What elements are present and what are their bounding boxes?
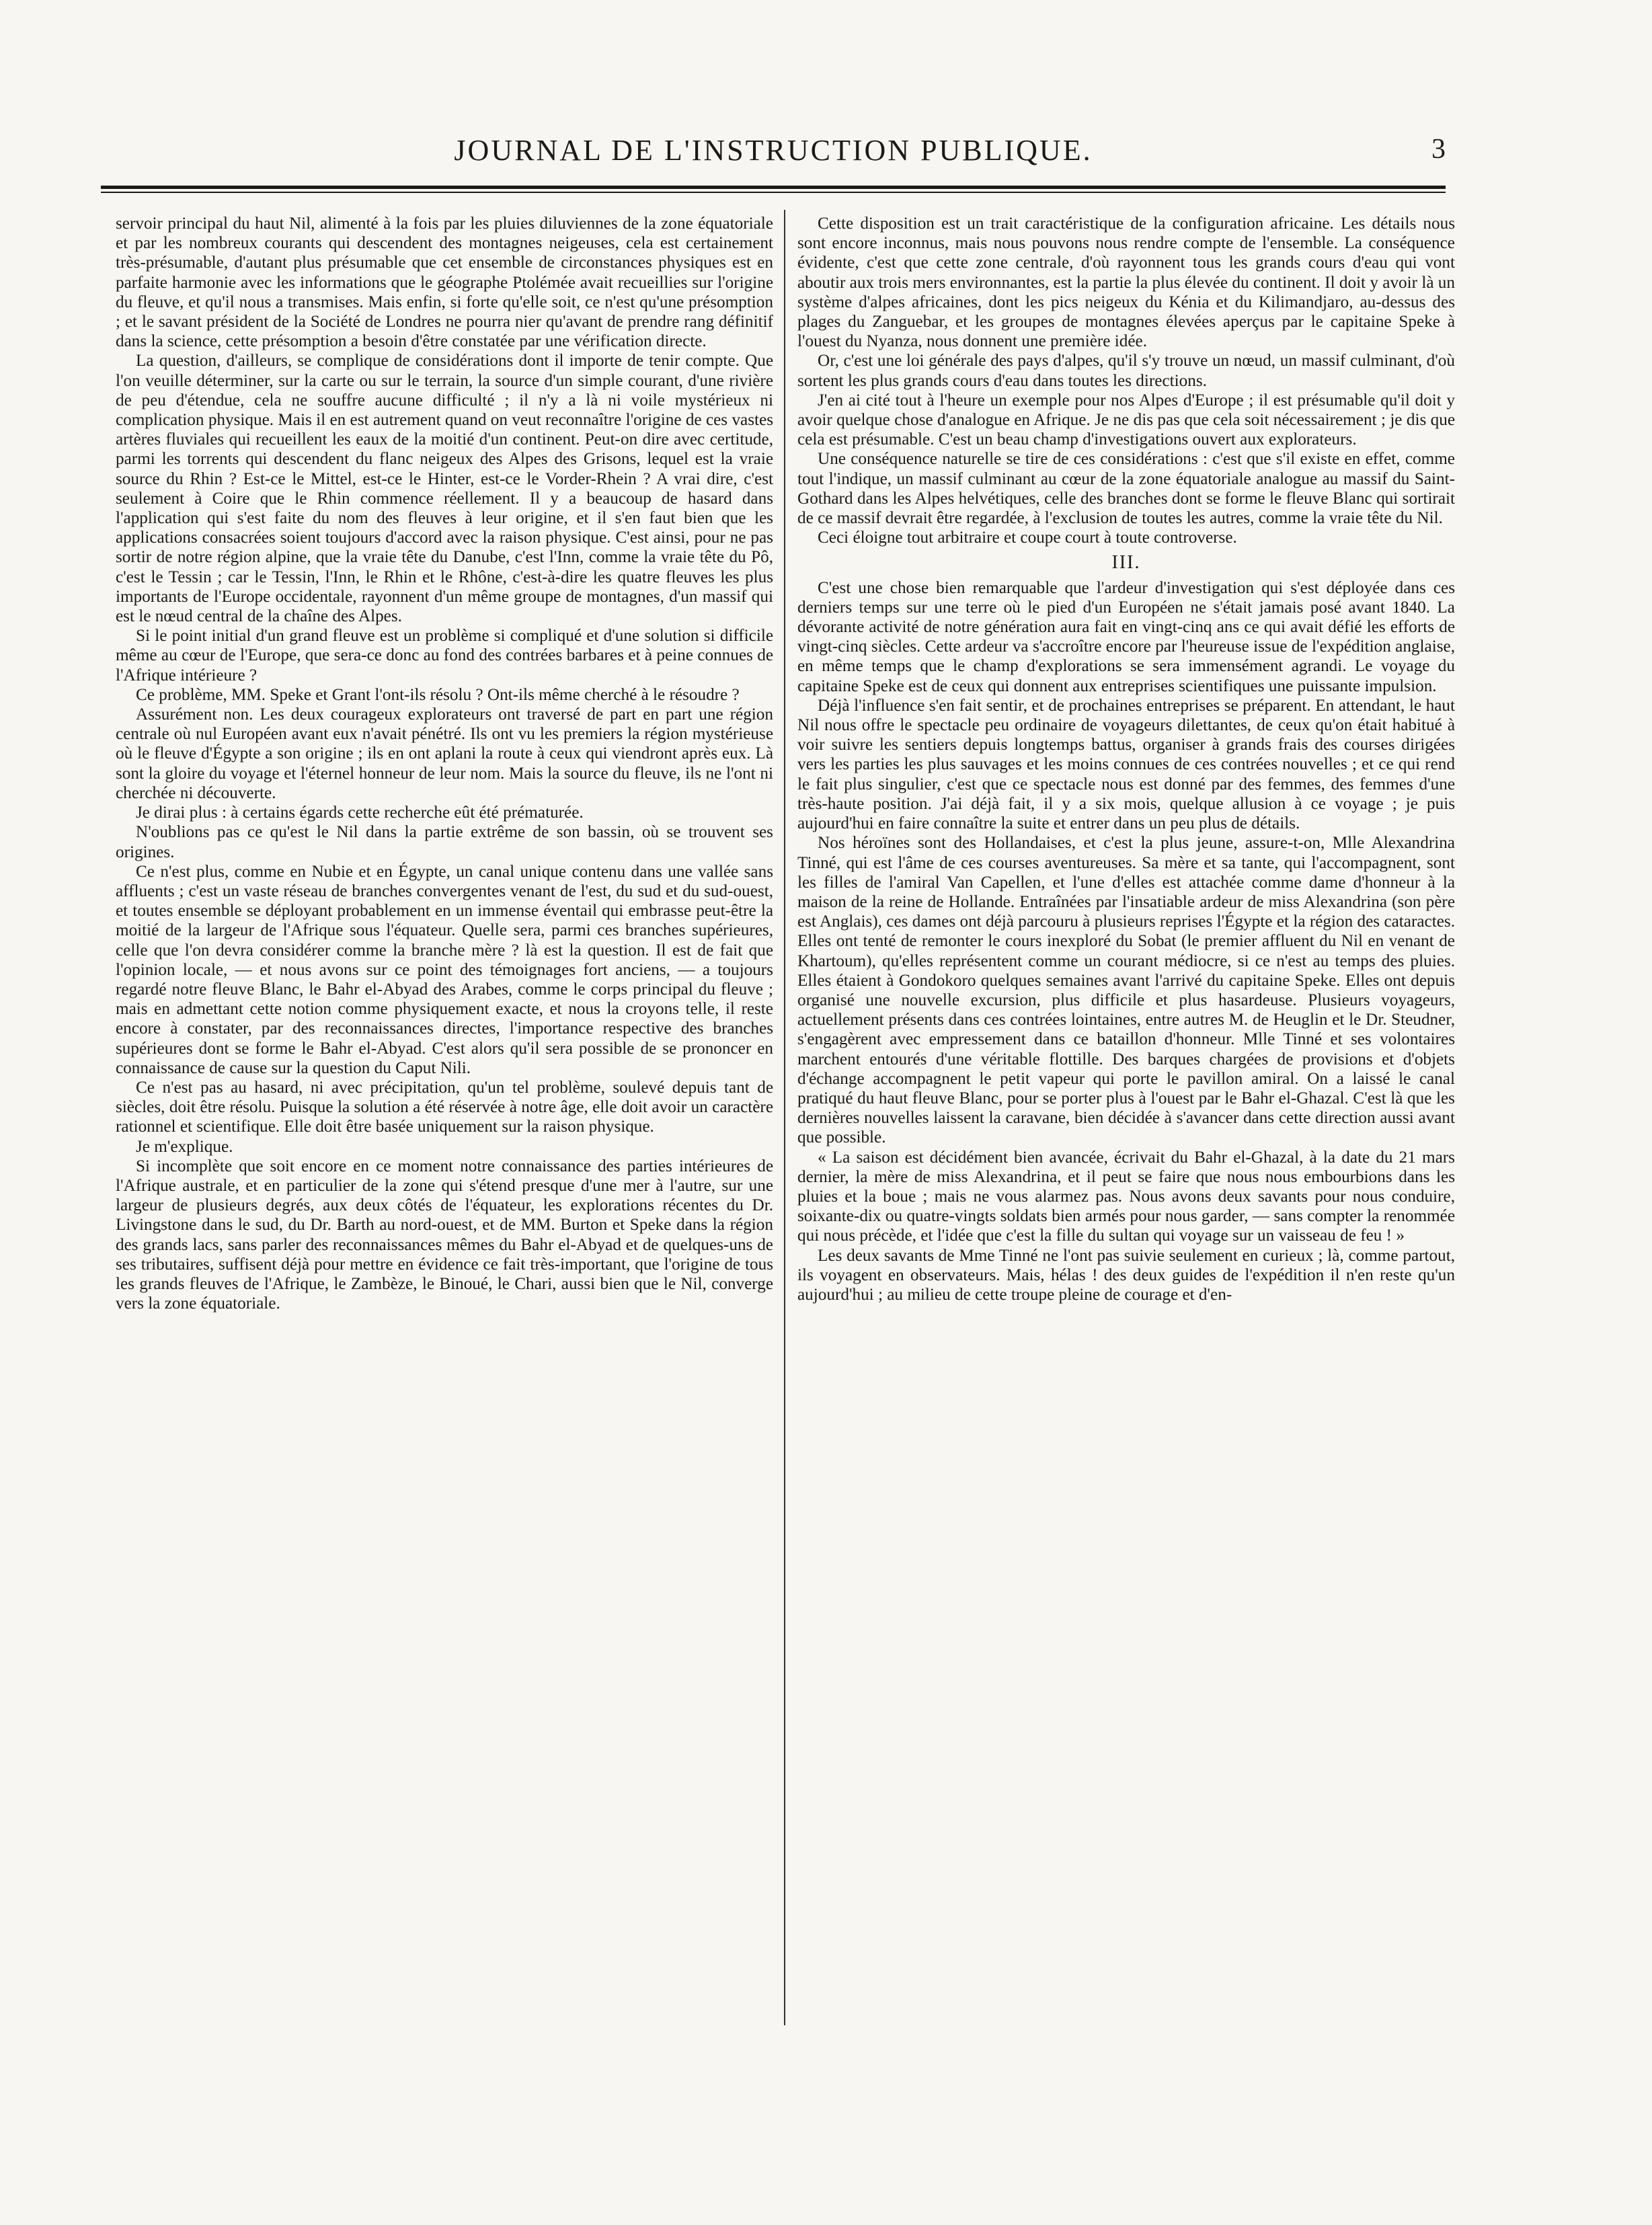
paragraph: Déjà l'influence s'en fait sentir, et de prochaines entreprises se préparent. En attendant, le haut Nil nous offre le spectacle peu ordinaire de voyageurs dilettantes, de ceux qu'on était habitué à voir suivre les sentiers depuis longtemps battus, organiser à grands frais des courses dirigées vers les parties les plus sauvages et les moins connues de ces contrées nouvelles ; et ce qui rend le fait plus singulier, c'est que ce spectacle nous est donné par des femmes, des femmes d'une très-haute position. J'ai déjà fait, il y a six mois, quelque allusion à ce voyage ; je puis aujourd'hui en faire connaître la suite et entrer dans un peu plus de détails. (797, 696, 1455, 833)
right-column (797, 214, 1455, 2029)
paragraph: Nos héroïnes sont des Hollandaises, et c'est la plus jeune, assure-t-on, Mlle Alexandrina Tinné, qui est l'âme de ces courses aventureuses. Sa mère et sa tante, qui l'accompagnent, sont les filles de l'amiral Van Capellen, et l'une d'elles est attachée comme dame d'honneur à la maison de la reine de Hollande. Entraînées par l'insatiable ardeur de miss Alexandrina (son père est Anglais), ces dames ont déjà parcouru à plusieurs reprises l'Égypte et la région des cataractes. Elles ont tenté de remonter le cours inexploré du Sobat (le premier affluent du Nil en venant de Khartoum), qu'elles représentent comme un courant médiocre, si ce n'est au temps des pluies. Elles étaient à Gondokoro quelques semaines avant l'arrivé du capitaine Speke. Elles ont depuis organisé une nouvelle excursion, plus difficile et plus hasardeuse. Plusieurs voyageurs, actuellement présents dans ces contrées lointaines, entre autres M. de Heuglin et le Dr. Steudner, s'engagèrent avec empressement dans ce bataillon d'honneur. Mlle Tinné et ses volontaires marchent entourés d'une véritable flottille. Des barques chargées de provisions et d'objets d'échange accompagnent le petit vapeur qui porte le pavillon amiral. On a laissé le canal pratiqué du haut fleuve Blanc, pour se porter plus à l'ouest par le Bahr el-Ghazal. C'est là que les dernières nouvelles laissent la caravane, bien décidée à s'avancer dans cette direction aussi avant que possible. (797, 834, 1455, 1147)
header-rule-thick (101, 186, 1446, 189)
paragraph: « La saison est décidément bien avancée, écrivait du Bahr el-Ghazal, à la date du 21 mars dernier, la mère de miss Alexandrina, et il peut se faire que nous nous embourbions dans les pluies et la boue ; mais ne vous alarmez pas. Nous avons deux savants pour nous conduire, soixante-dix ou quatre-vingts soldats bien armés pour nous garder, — sans compter la renommée qui nous précède, et l'idée que c'est la fille du sultan qui voyage sur un vaisseau de feu ! » (797, 1148, 1455, 1245)
paragraph: Ce problème, MM. Speke et Grant l'ont-ils résolu ? Ont-ils même cherché à le résoudre ? (136, 685, 740, 704)
header-rule-thin (101, 192, 1446, 193)
paragraph: servoir principal du haut Nil, alimenté à la fois par les pluies diluviennes de la zone équatoriale et par les nombreux courants qui descendent des montagnes neigeuses, cela est certainement très-présumable, d'autant plus présumable que cet ensemble de circonstances physiques est en parfaite harmonie avec les informations que le géographe Ptolémée avait recueillies sur l'origine du fleuve, et qu'il nous a transmises. Mais enfin, si forte qu'elle soit, ce n'est qu'une présomption ; et le savant président de la Société de Londres ne pourra nier qu'avant de prendre rang définitif dans la science, cette présomption a besoin d'être constatée par une vérification directe. (116, 214, 773, 351)
paragraph: Je m'explique. (136, 1137, 233, 1156)
paragraph: Les deux savants de Mme Tinné ne l'ont pas suivie seulement en curieux ; là, comme partout, ils voyagent en observateurs. Mais, hélas ! des deux guides de l'expédition il n'en reste qu'un aujourd'hui ; au milieu de cette troupe pleine de courage et d'en- (797, 1246, 1455, 1304)
paragraph: Je dirai plus : à certains égards cette recherche eût été prématurée. (136, 804, 584, 822)
left-column (116, 214, 773, 2029)
paragraph: Or, c'est une loi générale des pays d'alpes, qu'il s'y trouve un nœud, un massif culminant, d'où sortent les plus grands cours d'eau dans toutes les directions. (797, 352, 1455, 390)
paragraph: C'est une chose bien remarquable que l'ardeur d'investigation qui s'est déployée dans ces derniers temps sur une terre où le pied d'un Européen ne s'était jamais posé avant 1840. La dévorante activité de notre génération aura fait en vingt-cinq ans ce qui avait défié les efforts de vingt-cinq siècles. Cette ardeur va s'accroître encore par l'heureuse issue de l'expédition anglaise, en même temps que le champ d'explorations se sera immensément agrandi. Le voyage du capitaine Speke est de ceux qui donnent aux entreprises scientifiques une puissante impulsion. (797, 578, 1455, 695)
paragraph: Une conséquence naturelle se tire de ces considérations : c'est que s'il existe en effet, comme tout l'indique, un massif culminant au cœur de la zone équatoriale analogue au massif du Saint-Gothard dans les Alpes helvétiques, celle des branches dont se forme le fleuve Blanc qui sortirait de ce massif devrait être regardée, à l'exclusion de toutes les autres, comme la vraie tête du Nil. (797, 450, 1455, 528)
paragraph: Si incomplète que soit encore en ce moment notre connaissance des parties intérieures de l'Afrique australe, et en particulier de la zone qui s'étend presque d'une mer à l'autre, sur une largeur de plusieurs degrés, aux deux côtés de l'équateur, les explorations récentes du Dr. Livingstone dans le sud, du Dr. Barth au nord-ouest, et de MM. Burton et Speke dans la région des grands lacs, sans parler des reconnaissances mêmes du Bahr el-Abyad et de quelques-uns de ses tributaires, suffisent déjà pour mettre en évidence ce fait très-important, que l'origine de tous les grands fleuves de l'Afrique, le Zambèze, le Binoué, le Chari, aussi bien que le Nil, converge vers la zone équatoriale. (116, 1157, 773, 1313)
journal-title: JOURNAL DE L'INSTRUCTION PUBLIQUE. (454, 134, 1093, 167)
paragraph: La question, d'ailleurs, se complique de considérations dont il importe de tenir compte. Que l'on veuille déterminer, sur la carte ou sur le terrain, la source d'un simple courant, d'une rivière de peu d'étendue, cela ne souffre aucune difficulté ; il n'y a là ni voile mystérieux ni complication physique. Mais il en est autrement quand on veut reconnaître l'origine de ces vastes artères fluviales qui recueillent les eaux de la moitié d'un continent. Peut-on dire avec certitude, parmi les torrents qui descendent du flanc neigeux des Alpes des Grisons, lequel est la vraie source du Rhin ? Est-ce le Mittel, est-ce le Hinter, est-ce le Vorder-Rhein ? A vrai dire, c'est seulement à Coire que le Rhin commence réellement. Il y a beaucoup de hasard dans l'application qui s'est faite du nom des fleuves à leur origine, et il s'en faut bien que les applications consacrées soient toujours d'accord avec la raison physique. C'est ainsi, pour ne pas sortir de notre région alpine, que la vraie tête du Danube, c'est l'Inn, comme la vraie tête du Pô, c'est le Tessin ; car le Tessin, l'Inn, le Rhin et le Rhône, c'est-à-dire les quatre fleuves les plus importants de l'Europe occidentale, rayonnent d'un même groupe de montagnes, d'un massif qui est le nœud central de la chaîne des Alpes. (116, 352, 773, 626)
paragraph: Ceci éloigne tout arbitraire et coupe court à toute controverse. (818, 529, 1237, 547)
paragraph: N'oublions pas ce qu'est le Nil dans la partie extrême de son bassin, où se trouvent ses origines. (116, 823, 773, 861)
paragraph: Ce n'est pas au hasard, ni avec précipitation, qu'un tel problème, soulevé depuis tant de siècles, doit être résolu. Puisque la solution a été réservée à notre âge, elle doit avoir un caractère rationnel et scientifique. Elle doit être basée uniquement sur la raison physique. (116, 1078, 773, 1136)
paragraph: Assurément non. Les deux courageux explorateurs ont traversé de part en part une région centrale où nul Européen avant eux n'avait pénétré. Ils ont vu les premiers la région mystérieuse où le fleuve d'Égypte a son origine ; ils en ont aplani la route à ceux qui viendront après eux. Là sont la gloire du voyage et l'éternel honneur de leur nom. Mais la source du fleuve, ils ne l'ont ni cherchée ni découverte. (116, 705, 773, 802)
column-divider (784, 210, 785, 2025)
paragraph: Si le point initial d'un grand fleuve est un problème si compliqué et d'une solution si difficile même au cœur de l'Europe, que sera-ce donc au fond des contrées barbares et à peine connues de l'Afrique intérieure ? (116, 627, 773, 685)
paragraph: J'en ai cité tout à l'heure un exemple pour nos Alpes d'Europe ; il est présumable qu'il doit y avoir quelque chose d'analogue en Afrique. Je ne dis pas que cela soit nécessairement ; je dis que cela est présumable. C'est un beau champ d'investigations ouvert aux explorateurs. (797, 391, 1455, 449)
paragraph: Ce n'est plus, comme en Nubie et en Égypte, un canal unique contenu dans une vallée sans affluents ; c'est un vaste réseau de branches convergentes venant de l'est, du sud et du sud-ouest, et toutes ensemble se déployant probablement en un immense éventail qui embrasse peut-être la moitié de la largeur de l'Afrique sous l'équateur. Quelle sera, parmi ces branches supérieures, celle que l'on devra considérer comme la branche mère ? là est la question. Il est de fait que l'opinion locale, — et nous avons sur ce point des témoignages fort anciens, — a toujours regardé notre fleuve Blanc, le Bahr el-Abyad des Arabes, comme le corps principal du fleuve ; mais en admettant cette notion comme physiquement exacte, et nous la croyons telle, il reste encore à constater, par des reconnaissances directes, l'importance respective des branches supérieures dont se forme le Bahr el-Abyad. C'est alors qu'il sera possible de se prononcer en connaissance de cause sur la question du Caput Nili. (116, 862, 773, 1077)
page-number: 3 (1431, 134, 1446, 165)
section-heading: III. (1111, 552, 1141, 574)
paragraph: Cette disposition est un trait caractéristique de la configuration africaine. Les détails nous sont encore inconnus, mais nous pouvons nous rendre compte de l'ensemble. La conséquence évidente, c'est que cette zone centrale, d'où rayonnent tous les grands cours d'eau qui vont aboutir aux trois mers environnantes, est la partie la plus élevée du continent. Il doit y avoir là un système d'alpes africaines, dont les pics neigeux du Kénia et du Kilimandjaro, au-dessus des plages du Zanguebar, et les groupes de montagnes élevées aperçus par le capitaine Speke à l'ouest du Nyanza, nous donnent une première idée. (797, 214, 1455, 351)
page-header (101, 133, 1446, 180)
